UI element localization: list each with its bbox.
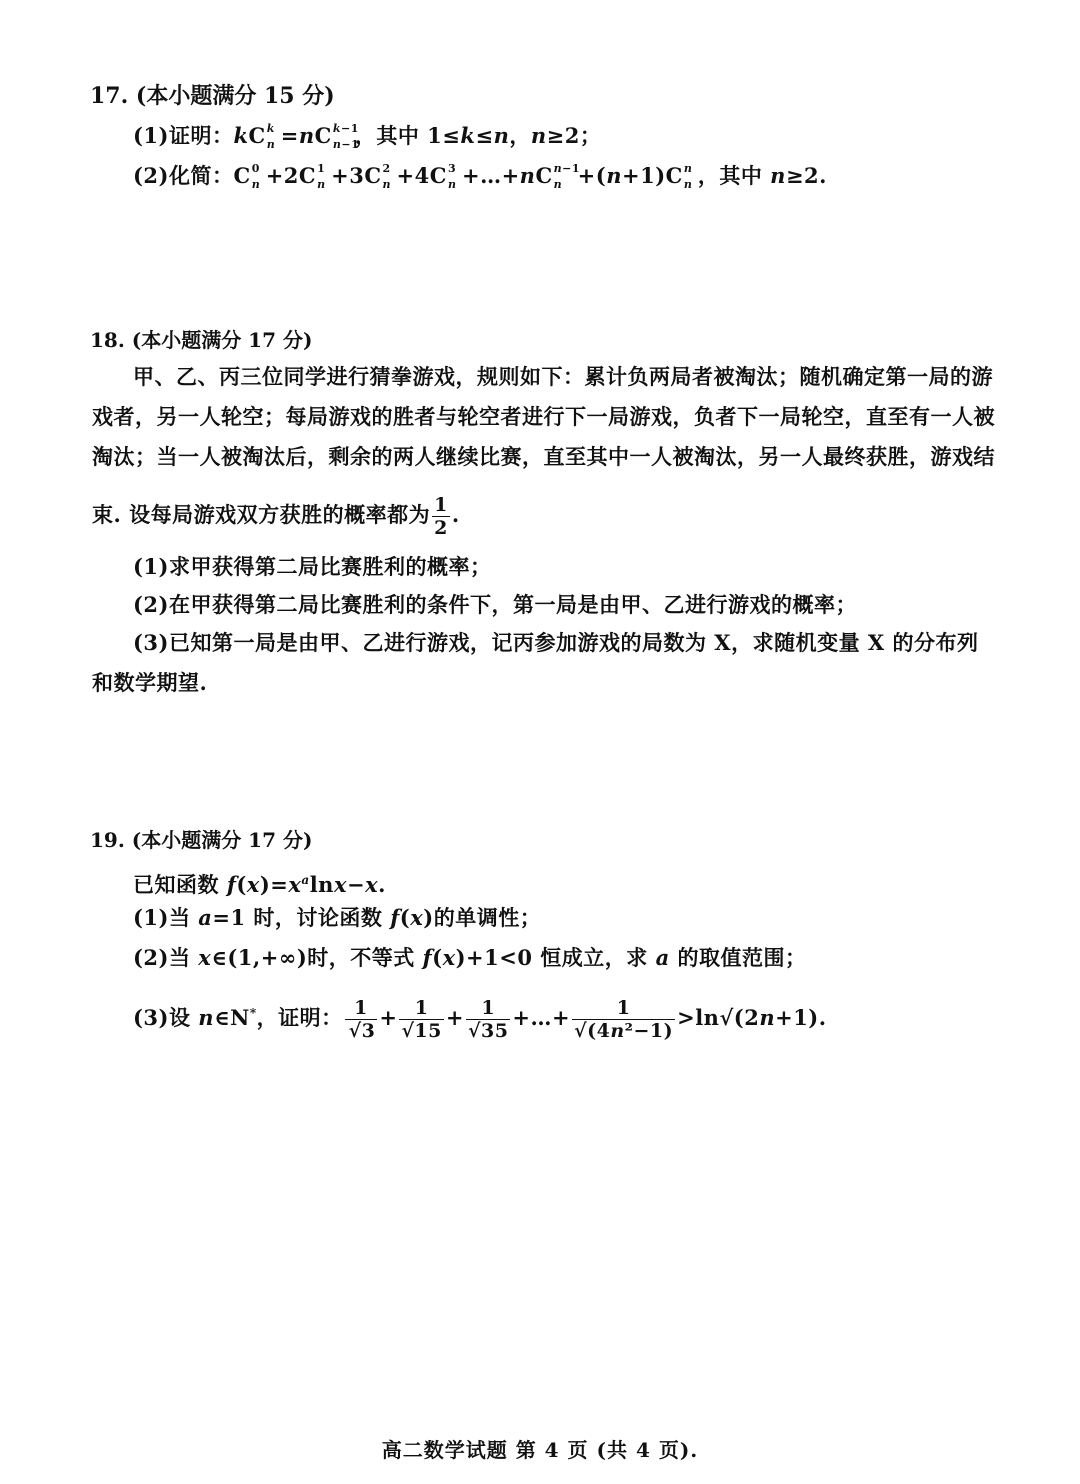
q18-para-line2: 戏者，另一人轮空；每局游戏的胜者与轮空者进行下一局游戏，负者下一局轮空，直至有一人被	[92, 404, 995, 429]
q18-part3-line2: 和数学期望.	[92, 670, 208, 695]
q18-header: 18. (本小题满分 17 分)	[90, 328, 313, 352]
q18-part1: (1)求甲获得第二局比赛胜利的概率；	[133, 554, 492, 579]
q18-para-line3: 淘汰；当一人被淘汰后，剩余的两人继续比赛，直至其中一人被淘汰，另一人最终获胜，游戏结	[92, 444, 995, 469]
q18-part2: (2)在甲获得第二局比赛胜利的条件下，第一局是由甲、乙进行游戏的概率；	[133, 592, 857, 617]
q18-para-line4-prefix: 束. 设每局游戏双方获胜的概率都为	[92, 502, 431, 527]
q18-para-line1: 甲、乙、丙三位同学进行猜拳游戏，规则如下：累计负两局者被淘汰；随机确定第一局的游	[133, 364, 993, 389]
half-denominator: 2	[434, 517, 448, 539]
q19-part3: (3)设 n∈N*，证明： $\frac{1}{√3}$ + $\frac{1}{√15}$ + $\frac{1}{√35}$ +…+ $\frac{1}{\text{√(4n²−1)}}$ >ln√(2n+1).	[133, 997, 827, 1042]
q19-intro: 已知函数 $f(x)=x^a\ln x-x$.	[133, 872, 386, 897]
q18-part3-line1: (3)已知第一局是由甲、乙进行游戏，记丙参加游戏的局数为 X，求随机变量 X 的分布列	[133, 630, 979, 655]
q19-part1: (1)当 a=1 时，讨论函数 f(x)的单调性；	[133, 905, 542, 930]
half-fraction	[432, 494, 450, 539]
q19-part2: (2)当 x∈(1,+∞)时，不等式 f(x)+1<0 恒成立，求 a 的取值范围；	[133, 945, 807, 970]
q18-para-line4	[92, 490, 460, 540]
half-numerator: 1	[434, 494, 448, 516]
q17-part1: (1)证明：kC k n =nC k−1 n−1 ，其中 1≤k≤n，n≥2；	[133, 121, 602, 151]
page-footer: 高二数学试题 第 4 页 (共 4 页).	[381, 1438, 699, 1462]
q19-header: 19. (本小题满分 17 分)	[90, 828, 313, 852]
q17-header: 17. (本小题满分 15 分)	[90, 83, 335, 109]
q17-part2: (2)化简：C 0 n +2C 1 n +3C 2 n +4C 3 n +…+nC n−1 n +(n+1)C n n ，其中 n≥2.	[133, 161, 827, 191]
q18-para-line4-suffix: .	[451, 502, 460, 527]
